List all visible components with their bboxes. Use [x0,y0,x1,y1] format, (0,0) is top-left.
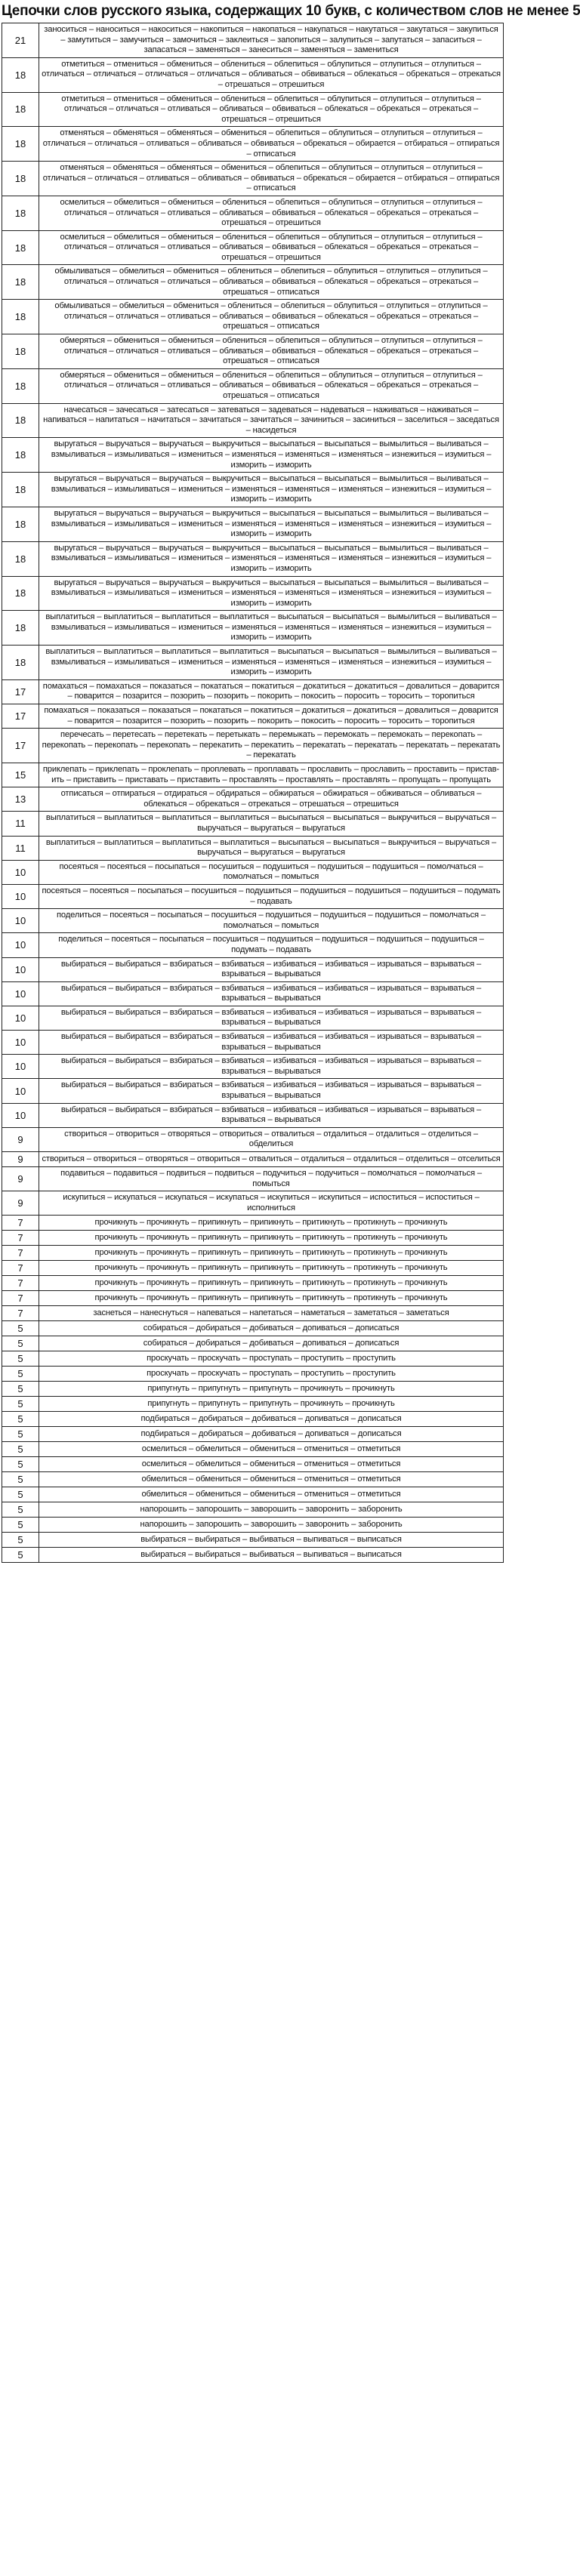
word-chain-cell: выбираться – выбираться – взбираться – взбиваться – избиваться – избиваться – изрываться – взрываться – взрываться – вырываться [39,1006,504,1030]
word-chain-cell: прочикнуть – прочикнуть – припикнуть – припикнуть – притикнуть – протикнуть – прочикнуть [39,1216,504,1231]
chain-length-cell: 10 [2,909,39,933]
table-row [2,507,504,541]
word-chain-cell: обмелиться – обмениться – обмениться – отмениться – отметиться [39,1487,504,1502]
table-row [2,403,504,438]
word-chain-cell: выбираться – выбираться – взбираться – взбиваться – избиваться – избиваться – изрываться – взрываться – взрываться – вырываться [39,1031,504,1055]
table-row [2,1127,504,1151]
table-row [2,1548,504,1563]
table-row [2,1427,504,1442]
chain-length-cell: 10 [2,1079,39,1103]
chain-length-cell: 18 [2,127,39,162]
table-row [2,1321,504,1336]
table-row [2,1291,504,1306]
table-row [2,981,504,1006]
word-chain-cell: выругаться – выручаться – выручаться – выкручиться – высыпаться – высыпаться – вымылиться – выливаться – взмыливаться – измыливаться – измениться – изменяться – изменяться – изменяться – изнежиться – изумиться – изморить – изморить [39,507,504,541]
word-chain-cell: поделиться – посеяться – посыпаться – посушиться – подушиться – подушиться – подушиться – подушиться – подумать – подавать [39,933,504,957]
chain-length-cell: 5 [2,1336,39,1351]
word-chain-cell: посеяться – посеяться – посыпаться – посушиться – подушиться – подушиться – подушиться – подушиться – подумать – подавать [39,884,504,908]
table-row [2,1191,504,1216]
table-row [2,1079,504,1103]
table-row [2,1457,504,1472]
table-row [2,438,504,473]
table-row [2,1031,504,1055]
word-chain-cell: выбираться – выбираться – взбираться – взбиваться – избиваться – избиваться – изрываться – взрываться – взрываться – вырываться [39,981,504,1006]
chain-length-cell: 10 [2,1031,39,1055]
word-chain-cell: отменяться – обменяться – обменяться – обмениться – облепиться – облупиться – отлупиться – отлупиться – отличаться – отличаться – отливаться – обливаться – обвиваться – обрекаться – обирается – отбираться – отпираться – отписаться [39,162,504,196]
table-row [2,787,504,812]
chain-length-cell: 18 [2,368,39,403]
chain-length-cell: 7 [2,1306,39,1321]
chain-length-cell: 9 [2,1167,39,1191]
table-row [2,1276,504,1291]
chain-length-cell: 7 [2,1291,39,1306]
chain-length-cell: 18 [2,92,39,127]
table-row [2,541,504,576]
chain-length-cell: 18 [2,57,39,92]
word-chain-cell: выругаться – выручаться – выручаться – выкручиться – высыпаться – высыпаться – вымылиться – выливаться – взмыливаться – измыливаться – измениться – изменяться – изменяться – изменяться – изнежиться – изумиться – изморить – изморить [39,473,504,507]
chain-length-cell: 7 [2,1246,39,1261]
word-chain-cell: обмыливаться – обмелиться – обмениться – облениться – облепиться – облупиться – отлупиться – отлупиться – отличаться – отличаться – отличаться – обливаться – обвиваться – облекаться – обрекаться – отрекаться – отрешаться – отписаться [39,265,504,300]
word-chain-cell: выбираться – выбираться – взбираться – взбиваться – избиваться – избиваться – изрываться – взрываться – взрываться – вырываться [39,1055,504,1079]
word-chain-cell: осмелиться – обмелиться – обмениться – отмениться – отметиться [39,1442,504,1457]
word-chain-cell: выругаться – выручаться – выручаться – выкручиться – высыпаться – высыпаться – вымылиться – выливаться – взмыливаться – измыливаться – измениться – изменяться – изменяться – изменяться – изнежиться – изумиться – изморить – изморить [39,541,504,576]
table-row [2,1351,504,1367]
chain-length-cell: 5 [2,1382,39,1397]
chain-length-cell: 18 [2,611,39,646]
word-chain-cell: выплатиться – выплатиться – выплатиться – выплатиться – высыпаться – высыпаться – вымылиться – выливаться – взмыливаться – измыливаться – измениться – изменяться – изменяться – изменяться – изнежиться – изумиться – изморить – изморить [39,646,504,680]
table-row [2,1246,504,1261]
table-row [2,368,504,403]
word-chain-cell: обмеряться – обмениться – обмениться – облениться – облепиться – облупиться – отлупиться – отлупиться – отличаться – отличаться – отливаться – обливаться – обвиваться – облекаться – обрекаться – отрекаться – отрешаться – отписаться [39,368,504,403]
page-title: Цепочки слов русского языка, содержащих 10 букв, с количеством слов не менее 5 [2,3,580,19]
chain-length-cell: 18 [2,576,39,611]
chain-length-cell: 5 [2,1487,39,1502]
word-chain-cell: отметиться – отмениться – обмениться – облениться – облепиться – облупиться – отлупиться – отлупиться – отличаться – отличаться – отличаться – отличаться – обливаться – обвиваться – облекаться – обрекаться – отрекаться – отрешаться – отрешиться [39,57,504,92]
table-row [2,1472,504,1487]
word-chain-cell: прочикнуть – прочикнуть – припикнуть – припикнуть – притикнуть – протикнуть – прочикнуть [39,1246,504,1261]
table-row [2,884,504,908]
word-chain-cell: перечесать – перетесать – перетекать – перетыкать – перемыкать – перемокать – перемокать – перекопать – перекопать – перекопать – перекопать – перекатить – перекатить – перекатать – перекатать – перекатать – перекатать – перекатать [39,729,504,763]
word-chain-cell: поделиться – посеяться – посыпаться – посушиться – подушиться – подушиться – подушиться – помолчаться – помолчаться – помыться [39,909,504,933]
chain-length-cell: 17 [2,729,39,763]
word-chain-cell: выбираться – выбираться – выбиваться – выпиваться – выписаться [39,1533,504,1548]
table-row [2,1216,504,1231]
table-row [2,679,504,704]
chain-length-cell: 9 [2,1152,39,1167]
word-chain-cell: осмелиться – обмелиться – обмениться – облениться – облепиться – облупиться – отлупиться – отлупиться – отличаться – отличаться – отливаться – обливаться – обвиваться – облекаться – обрекаться – отрекаться – отрешаться – отрешиться [39,230,504,265]
table-row [2,1103,504,1127]
chain-length-cell: 18 [2,162,39,196]
word-chain-cell: отписаться – отпираться – отдираться – обдираться – обжираться – обжираться – обживаться – обливаться – облекаться – обрекаться – отрекаться – отрешаться – отрешиться [39,787,504,812]
chain-length-cell: 21 [2,23,39,58]
chain-length-cell: 9 [2,1127,39,1151]
table-row [2,1518,504,1533]
table-row [2,1442,504,1457]
table-row [2,1487,504,1502]
chain-length-cell: 18 [2,646,39,680]
word-chain-cell: выбираться – выбираться – взбираться – взбиваться – избиваться – избиваться – изрываться – взрываться – взрываться – вырываться [39,1079,504,1103]
table-row [2,1306,504,1321]
chain-length-cell: 5 [2,1518,39,1533]
chain-length-cell: 10 [2,1103,39,1127]
word-chain-cell: посеяться – посеяться – посыпаться – посушиться – подушиться – подушиться – подушиться – помолчаться – помолчаться – помыться [39,860,504,884]
word-chain-cell: напорошить – запорошить – заворошить – заворонить – заборонить [39,1518,504,1533]
chain-length-cell: 18 [2,230,39,265]
table-row [2,162,504,196]
word-chain-cell: прочикнуть – прочикнуть – припикнуть – припикнуть – притикнуть – протикнуть – прочикнуть [39,1291,504,1306]
word-chain-cell: выбираться – выбираться – взбираться – взбиваться – избиваться – избиваться – изрываться – взрываться – взрываться – вырываться [39,957,504,981]
table-row [2,196,504,230]
word-chain-cell: осмелиться – обмелиться – обмениться – отмениться – отметиться [39,1457,504,1472]
chain-length-cell: 11 [2,836,39,860]
word-chain-cell: выругаться – выручаться – выручаться – выкручиться – высыпаться – высыпаться – вымылиться – выливаться – взмыливаться – измыливаться – измениться – изменяться – изменяться – изменяться – изнежиться – изумиться – изморить – изморить [39,438,504,473]
chain-length-cell: 10 [2,884,39,908]
word-chain-cell: прочикнуть – прочикнуть – припикнуть – припикнуть – притикнуть – протикнуть – прочикнуть [39,1276,504,1291]
table-row [2,1336,504,1351]
table-row [2,334,504,369]
word-chain-cell: собираться – добираться – добиваться – допиваться – дописаться [39,1321,504,1336]
word-chain-cell: припугнуть – припугнуть – припугнуть – прочикнуть – прочикнуть [39,1397,504,1412]
chain-length-cell: 5 [2,1321,39,1336]
chain-length-cell: 10 [2,1006,39,1030]
table-row [2,729,504,763]
word-chain-cell: обмелиться – обмениться – обмениться – отмениться – отметиться [39,1472,504,1487]
chain-length-cell: 5 [2,1472,39,1487]
table-row [2,127,504,162]
word-chain-cell: выплатиться – выплатиться – выплатиться – выплатиться – высыпаться – высыпаться – выкручиться – выручаться – выручаться – выругаться – выругаться [39,812,504,836]
word-chains-table [2,23,504,1563]
table-row [2,1231,504,1246]
word-chain-cell: створиться – отвориться – отворяться – отвориться – отвалиться – отдалиться – отдалиться – отделиться – отселиться [39,1152,504,1167]
word-chains-body [2,23,504,1563]
table-row [2,1167,504,1191]
word-chain-cell: обмыливаться – обмелиться – обмениться – облениться – облепиться – облупиться – отлупиться – отлупиться – отличаться – отличаться – отливаться – обливаться – обвиваться – облекаться – обрекаться – отрекаться – отрешаться – отписаться [39,300,504,334]
table-row [2,909,504,933]
chain-length-cell: 10 [2,1055,39,1079]
chain-length-cell: 5 [2,1367,39,1382]
chain-length-cell: 18 [2,265,39,300]
chain-length-cell: 18 [2,334,39,369]
word-chain-cell: подбираться – добираться – добиваться – допиваться – дописаться [39,1412,504,1427]
chain-length-cell: 5 [2,1457,39,1472]
table-row [2,763,504,787]
table-row [2,265,504,300]
chain-length-cell: 9 [2,1191,39,1216]
word-chain-cell: выругаться – выручаться – выручаться – выкручиться – высыпаться – высыпаться – вымылиться – выливаться – взмыливаться – измыливаться – измениться – изменяться – изменяться – изменяться – изнежиться – изумиться – изморить – изморить [39,576,504,611]
chain-length-cell: 7 [2,1216,39,1231]
word-chain-cell: выплатиться – выплатиться – выплатиться – выплатиться – высыпаться – высыпаться – вымылиться – выливаться – взмыливаться – измыливаться – измениться – изменяться – изменяться – изменяться – изнежиться – изумиться – изморить – изморить [39,611,504,646]
table-row [2,957,504,981]
chain-length-cell: 18 [2,473,39,507]
word-chain-cell: искупиться – искупаться – искупаться – искупаться – искупиться – искупиться – испоститься – испоститься – исполниться [39,1191,504,1216]
chain-length-cell: 5 [2,1351,39,1367]
chain-length-cell: 5 [2,1442,39,1457]
word-chain-cell: помахаться – показаться – показаться – покататься – покатиться – докатиться – докатиться – довалиться – доварится – поварится – позарится – позорить – позорить – покорить – покосить – поросить – торосить – торопиться [39,704,504,729]
table-row [2,1502,504,1518]
table-row [2,1055,504,1079]
chain-length-cell: 15 [2,763,39,787]
chain-length-cell: 11 [2,812,39,836]
table-row [2,860,504,884]
table-row [2,92,504,127]
table-row [2,1412,504,1427]
table-row [2,230,504,265]
chain-length-cell: 18 [2,438,39,473]
table-row [2,1261,504,1276]
chain-length-cell: 18 [2,507,39,541]
table-row [2,473,504,507]
word-chain-cell: помахаться – помахаться – показаться – покататься – покатиться – докатиться – докатиться – довалиться – доварится – поварится – позарится – позорить – позорить – покорить – покосить – поросить – торосить – торопиться [39,679,504,704]
chain-length-cell: 18 [2,541,39,576]
chain-length-cell: 17 [2,704,39,729]
chain-length-cell: 5 [2,1427,39,1442]
word-chain-cell: приклепать – приклепать – проклепать – проплевать – проплавать – прославить – прославить – проставить – приставить – приставить – приставать – приставить – проставлять – проставлять – проставлять – пропущать – пропущать [39,763,504,787]
word-chain-cell: заноситься – наноситься – накоситься – накопиться – накопаться – накупаться – накутаться – закутаться – закупиться – замутиться – замучиться – замочиться – заклеиться – запопиться – залупиться – запутаться – запаситься – запасаться – заменяться – занеситься – заменяться – замениться [39,23,504,58]
table-row [2,300,504,334]
chain-length-cell: 17 [2,679,39,704]
chain-length-cell: 5 [2,1502,39,1518]
chain-length-cell: 5 [2,1533,39,1548]
word-chain-cell: подбираться – добираться – добиваться – допиваться – дописаться [39,1427,504,1442]
word-chain-cell: напорошить – запорошить – заворошить – заворонить – заборонить [39,1502,504,1518]
table-row [2,1382,504,1397]
word-chain-cell: заснеться – нанеснуться – напеваться – напетаться – наметаться – заметаться – заметаться [39,1306,504,1321]
word-chain-cell: обмеряться – обмениться – обмениться – облениться – облепиться – облупиться – отлупиться – отлупиться – отличаться – отличаться – отливаться – обливаться – обвиваться – облекаться – обрекаться – отрекаться – отрешаться – отписаться [39,334,504,369]
table-row [2,611,504,646]
chain-length-cell: 18 [2,300,39,334]
table-row [2,1533,504,1548]
table-row [2,933,504,957]
word-chain-cell: прочикнуть – прочикнуть – припикнуть – припикнуть – притикнуть – протикнуть – прочикнуть [39,1261,504,1276]
word-chain-cell: собираться – добираться – добиваться – допиваться – дописаться [39,1336,504,1351]
table-row [2,812,504,836]
word-chain-cell: прочикнуть – прочикнуть – припикнуть – припикнуть – притикнуть – протикнуть – прочикнуть [39,1231,504,1246]
chain-length-cell: 10 [2,860,39,884]
table-row [2,1397,504,1412]
chain-length-cell: 13 [2,787,39,812]
table-row [2,704,504,729]
table-row [2,646,504,680]
word-chain-cell: осмелиться – обмелиться – обмениться – облениться – облепиться – облупиться – отлупиться – отлупиться – отличаться – отличаться – отливаться – обливаться – обвиваться – облекаться – обрекаться – отрекаться – отрешаться – отрешиться [39,196,504,230]
word-chain-cell: створиться – отвориться – отворяться – отвориться – отвалиться – отдалиться – отдалиться – отделиться – обделиться [39,1127,504,1151]
word-chain-cell: выбираться – выбираться – выбиваться – выпиваться – выписаться [39,1548,504,1563]
table-row [2,1152,504,1167]
chain-length-cell: 5 [2,1397,39,1412]
word-chain-cell: начесаться – зачесаться – затесаться – затеваться – задеваться – надеваться – наживаться – наживаться – напиваться – напитаться – начитаться – зачитаться – зачитаться – зачиниться – засиниться – заселиться – заседаться – насидеться [39,403,504,438]
chain-length-cell: 7 [2,1231,39,1246]
chain-length-cell: 5 [2,1548,39,1563]
word-chain-cell: подавиться – подавиться – подвиться – подвиться – подучиться – подучиться – помолчаться – помолчаться – помыться [39,1167,504,1191]
chain-length-cell: 18 [2,403,39,438]
word-chain-cell: отменяться – обменяться – обменяться – обмениться – облепиться – облупиться – отлупиться – отлупиться – отличаться – отличаться – отливаться – обливаться – обвиваться – обрекаться – обирается – отбираться – отпираться – отписаться [39,127,504,162]
table-row [2,57,504,92]
word-chain-cell: проскучать – проскучать – проступать – проступить – проступить [39,1351,504,1367]
chain-length-cell: 7 [2,1261,39,1276]
chain-length-cell: 10 [2,933,39,957]
table-row [2,23,504,58]
chain-length-cell: 5 [2,1412,39,1427]
table-row [2,576,504,611]
chain-length-cell: 10 [2,981,39,1006]
table-row [2,836,504,860]
word-chain-cell: отметиться – отмениться – обмениться – облениться – облепиться – облупиться – отлупиться – отлупиться – отличаться – отличаться – отливаться – обливаться – обвиваться – облекаться – обрекаться – отрекаться – отрешаться – отрешиться [39,92,504,127]
table-row [2,1006,504,1030]
word-chain-cell: припугнуть – припугнуть – припугнуть – прочикнуть – прочикнуть [39,1382,504,1397]
chain-length-cell: 18 [2,196,39,230]
chain-length-cell: 7 [2,1276,39,1291]
table-row [2,1367,504,1382]
word-chain-cell: проскучать – проскучать – проступать – проступить – проступить [39,1367,504,1382]
word-chain-cell: выплатиться – выплатиться – выплатиться – выплатиться – высыпаться – высыпаться – выкручиться – выручаться – выручаться – выругаться – выругаться [39,836,504,860]
chain-length-cell: 10 [2,957,39,981]
word-chain-cell: выбираться – выбираться – взбираться – взбиваться – избиваться – избиваться – изрываться – взрываться – взрываться – вырываться [39,1103,504,1127]
